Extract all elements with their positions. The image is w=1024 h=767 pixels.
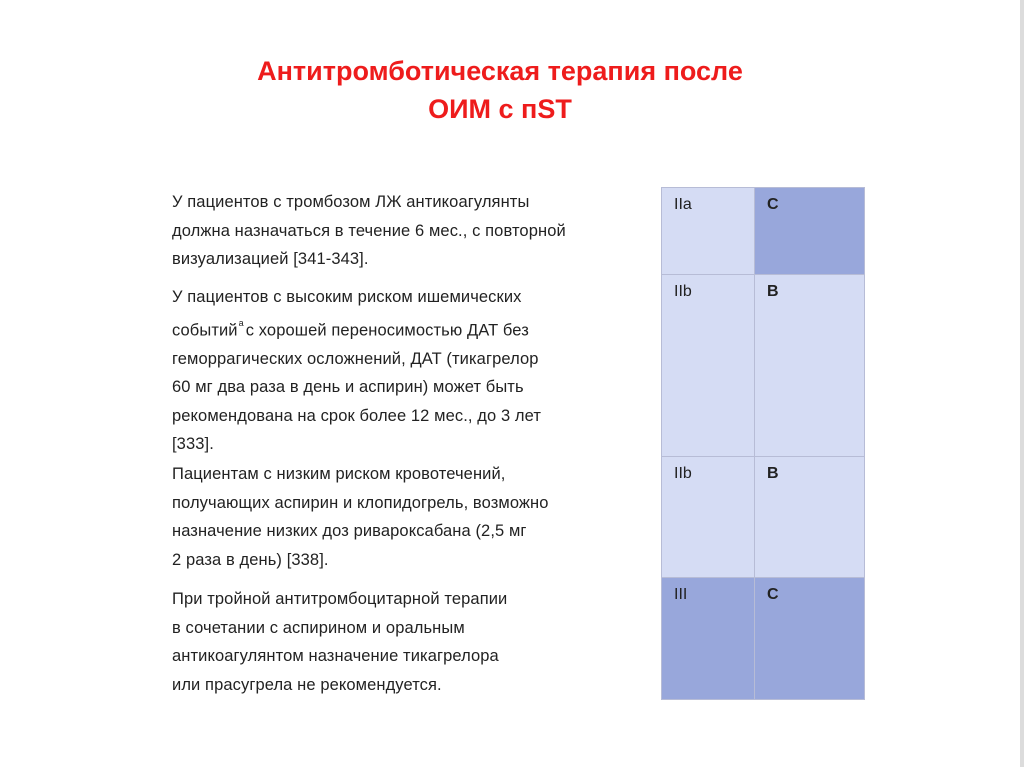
rec-line: 2 раза в день) [338]. — [172, 550, 329, 569]
level-cell: C — [754, 187, 865, 275]
rec-line: У пациентов с тромбозом ЛЖ антикоагулянты — [172, 193, 530, 211]
rec-line: или прасугрела не рекомендуется. — [172, 675, 442, 694]
rec-line: Пациентам с низким риском кровотечений, — [172, 465, 506, 483]
rec-line: визуализацией [341-343]. — [172, 250, 369, 268]
rec-line: При тройной антитромбоцитарной терапии — [172, 590, 508, 608]
rec-line: получающих аспирин и клопидогрель, возможно — [172, 493, 549, 512]
class-cell: IIb — [661, 274, 755, 457]
rec-line: рекомендована на срок более 12 мес., до 3 лет — [172, 406, 542, 425]
class-level-table — [661, 187, 865, 700]
class-cell: IIb — [661, 456, 755, 578]
rec-line-part: с хорошей переносимостью ДАТ без — [245, 321, 529, 339]
recommendation-2-text — [172, 283, 541, 459]
rec-line: геморрагических осложнений, ДАТ (тикагрелор — [172, 349, 539, 368]
slide-edge — [1020, 0, 1024, 767]
recommendation-1-text — [172, 188, 566, 274]
rec-line — [172, 312, 541, 345]
rec-line: в сочетании с аспирином и оральным — [172, 618, 465, 637]
class-cell: IIa — [661, 187, 755, 275]
footnote-marker: a — [238, 317, 244, 328]
rec-line: антикоагулянтом назначение тикагрелора — [172, 647, 499, 665]
rec-line: назначение низких доз ривароксабана (2,5 мг — [172, 522, 527, 540]
recommendation-4-text — [172, 585, 507, 699]
level-cell: C — [754, 577, 865, 700]
recommendation-3-text — [172, 460, 549, 574]
title-line-1: Антитромботическая терапия после — [257, 56, 743, 86]
rec-line: 60 мг два раза в день и аспирин) может быть — [172, 378, 524, 396]
level-cell: B — [754, 456, 865, 578]
title-line-2: ОИМ с пST — [428, 94, 572, 124]
class-cell: III — [661, 577, 755, 700]
slide-title — [130, 52, 870, 128]
rec-line: [333]. — [172, 435, 214, 453]
rec-line: У пациентов с высоким риском ишемических — [172, 288, 522, 306]
level-cell: B — [754, 274, 865, 457]
rec-line-part: событий — [172, 321, 238, 339]
rec-line: должна назначаться в течение 6 мес., с повторной — [172, 221, 566, 240]
